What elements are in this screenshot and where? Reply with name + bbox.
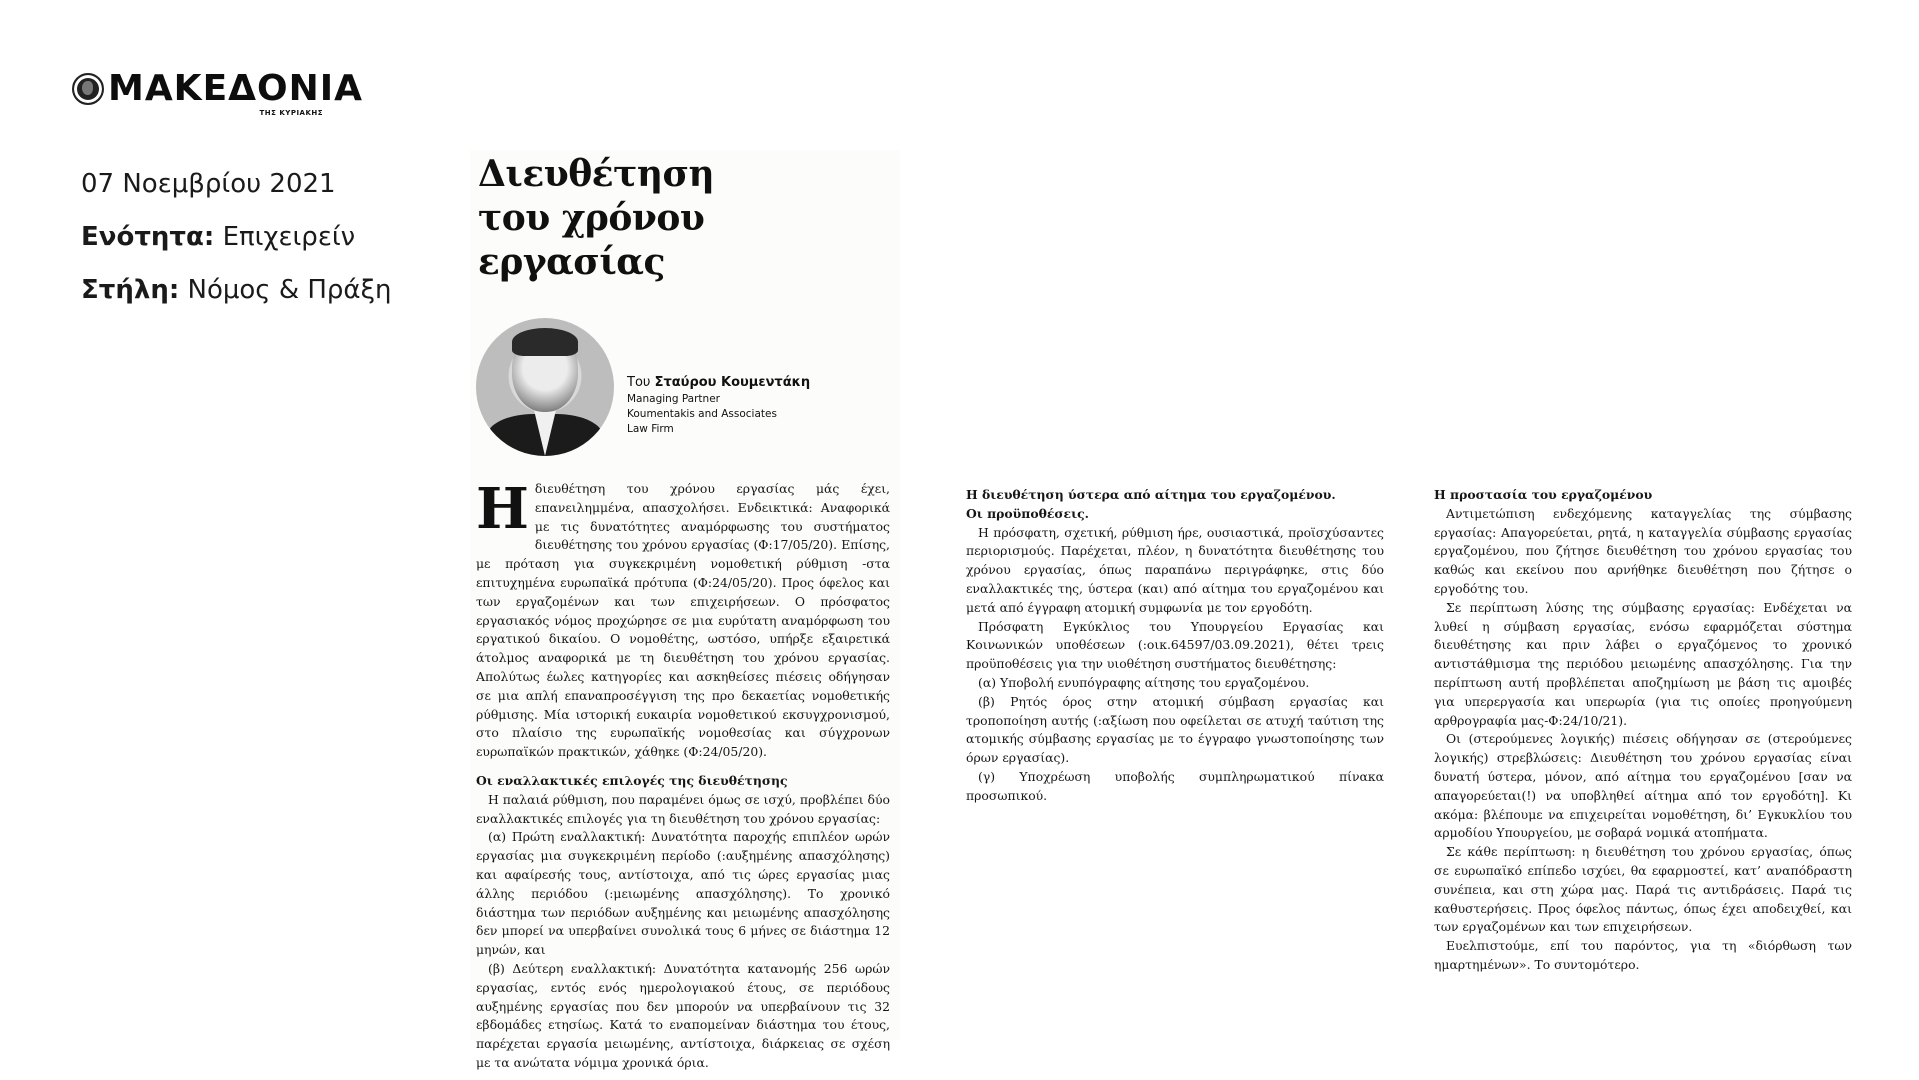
logo-subtitle: ΤΗΣ ΚΥΡΙΑΚΗΣ	[259, 109, 324, 117]
byline-prefix: Του	[627, 375, 651, 390]
article-column-1	[476, 480, 890, 1073]
column-value: Νόμος & Πράξη	[187, 275, 392, 305]
paragraph: Σε περίπτωση λύσης της σύμβασης εργασίας: Ενδέχεται να λυθεί η σύμβαση εργασίας, ενόσω εφαρμόζεται σύστημα διευθέτησης και πριν λάβει ο εργαζόμενος το χρονικό αντιστάθμισμα της περιόδου μειωμένης απασχόλησης. Για την περίπτωση αυτή προβλέπεται αποζημίωση με βάση τις αμοιβές για υπερεργασία και υπερωρία (για τις οποίες προηγούμενη αρθρογραφία μας-Φ:24/10/21).	[1434, 599, 1852, 728]
intro-block	[476, 480, 890, 762]
author-role: Managing Partner	[627, 393, 720, 405]
section-label: Ενότητα:	[81, 222, 215, 252]
section-heading: Η προστασία του εργαζομένου	[1434, 487, 1653, 502]
author-photo	[476, 318, 614, 456]
paragraph: (β) Δεύτερη εναλλακτική: Δυνατότητα κατανομής 256 ωρών εργασίας, εντός ενός ημερολογιακού έτους, σε περιόδους αυξημένης εργασίας που δεν μπορούν να υπερβαίνουν τις 32 εβδομάδες ετησίως. Κατά το εναπομείναν διάστημα του έτους, παρέχεται εργασία μειωμένης, αντίστοιχα, διάρκειας σε σχέση με τα ανώτατα νόμιμα χρονικά όρια.	[476, 960, 890, 1070]
paragraph: Οι (στερούμενες λογικής) πιέσεις οδήγησαν σε (στερούμενες λογικής) στρεβλώσεις: Διευθέτηση του χρόνου εργασίας είναι δυνατή ύστερα, μόνον, από αίτημα του εργαζομένου [σαν να απαγορεύεται(!) να υποβληθεί αίτημα από τον εργοδότη]. Κι ακόμα: βλέπουμε να επιχειρείται νομοθέτηση, δι’ Εγκυκλίου του αρμοδίου Υπουργείου, με σοβαρά νομικά ατοπήματα.	[1434, 731, 1852, 841]
paragraph: Η παλαιά ρύθμιση, που παραμένει όμως σε ισχύ, προβλέπει δύο εναλλακτικές επιλογές για τη διευθέτηση του χρόνου εργασίας:	[476, 791, 890, 826]
logo-wordmark: ΜΑΚΕΔΟΝΙΑ	[108, 68, 364, 109]
headline-line: εργασίας	[478, 241, 665, 283]
section-info	[81, 211, 392, 264]
paragraph: Αντιμετώπιση ενδεχόμενης καταγγελίας της σύμβασης εργασίας: Απαγορεύεται, ρητά, η καταγγελία σύμβασης εργασίας εργαζομένου, που ζήτησε διευθέτηση του χρόνου εργασίας του καθώς και εκείνου που αρνήθηκε διευθέτηση που ζήτησε ο εργοδότης του.	[1434, 505, 1852, 596]
paragraph: Η πρόσφατη, σχετική, ρύθμιση ήρε, ουσιαστικά, προϊσχύσαντες περιορισμούς. Παρέχεται, πλέον, η δυνατότητα διευθέτησης του χρόνου εργασίας, όπως παραπάνω περιγράφηκε, στις δύο εναλλακτικές της, ύστερα (και) από αίτημα του εργαζομένου και μετά από έγγραφη ατομική συμφωνία με τον εργοδότη.	[966, 524, 1384, 615]
section-value: Επιχειρείν	[222, 222, 356, 252]
author-firm: Koumentakis and Associates	[627, 408, 777, 420]
column-info	[81, 264, 392, 317]
paragraph: (β) Ρητός όρος στην ατομική σύμβαση εργασίας και τροποποίηση αυτής (:αξίωση που οφείλεται σε ατυχή ταύτιση της ατομικής σύμβασης εργασίας με το έγγραφο γνωστοποίησης των όρων εργασίας).	[966, 693, 1384, 766]
article-column-2	[966, 486, 1384, 806]
headline-line: του χρόνου	[478, 197, 705, 239]
paragraph: (α) Πρώτη εναλλακτική: Δυνατότητα παροχής επιπλέον ωρών εργασίας μια συγκεκριμένη περίοδο (:αυξημένης απασχόλησης) και αφαίρεσής τους, αντίστοιχα, από τις ώρες εργασίας μιας άλλης περιόδου (:μειωμένης απασχόλησης). Το χρονικό διάστημα των περιόδων αυξημένης και μειωμένης απασχόλησης δεν μπορεί να υπερβαίνει συνολικά τους 6 μήνες σε διάστημα 12 μηνών, και	[476, 829, 890, 958]
paragraph: (γ) Υποχρέωση υποβολής συμπληρωματικού πίνακα προσωπικού.	[966, 768, 1384, 803]
paragraph: Πρόσφατη Εγκύκλιος του Υπουργείου Εργασίας και Κοινωνικών υποθέσεων (:οικ.64597/03.09.2021), θέτει τρεις προϋποθέσεις για την υιοθέτηση συστήματος διευθέτησης:	[966, 618, 1384, 672]
logo-seal-icon	[72, 73, 104, 105]
section-heading: Οι εναλλακτικές επιλογές της διευθέτησης	[476, 772, 788, 788]
paragraph: Ευελπιστούμε, επί του παρόντος, για τη «διόρθωση των ημαρτημένων». Το συντομότερο.	[1434, 938, 1852, 972]
headline-line: Διευθέτηση	[478, 153, 715, 195]
paragraph: Σε κάθε περίπτωση: η διευθέτηση του χρόνου εργασίας, όπως σε ευρωπαϊκό επίπεδο ισχύει, θα εφαρμοστεί, κατ’ αναπόδραστη συνέπεια, και στη χώρα μας. Παρά τις αντιδράσεις. Παρά τις καθυστερήσεις. Προς όφελος πάντως, όπως έχει αποδειχθεί, και των εργαζομένων και των επιχειρήσεων.	[1434, 844, 1852, 935]
article-headline	[478, 152, 714, 284]
author-firm-type: Law Firm	[627, 423, 674, 435]
section-heading: Η διευθέτηση ύστερα από αίτημα του εργαζομένου.	[966, 487, 1336, 502]
byline-name-line	[627, 374, 810, 392]
article-column-3	[1434, 486, 1852, 975]
section-subheading: Οι προϋποθέσεις.	[966, 505, 1089, 521]
paragraph: (α) Υποβολή ενυπόγραφης αίτησης του εργαζομένου.	[978, 674, 1310, 690]
article-meta	[81, 158, 392, 317]
author-name: Σταύρου Κουμεντάκη	[654, 375, 811, 390]
publication-logo	[72, 70, 363, 118]
publication-date: 07 Νοεμβρίου 2021	[81, 169, 336, 199]
byline	[627, 374, 810, 437]
logo-row	[72, 70, 363, 108]
column-label: Στήλη:	[81, 275, 180, 305]
drop-cap: Η	[476, 480, 529, 542]
intro-paragraph: διευθέτηση του χρόνου εργασίας μάς έχει, επανειλημμένα, απασχολήσει. Ενδεικτικά: Αναφορικά με τις δυνατότητες αναμόρφωσης του συστήματος διευθέτησης του χρόνου εργασίας (Φ:17/05/20). Επίσης, με πρόταση για συγκεκριμένη νομοθετική ρύθμιση -στα επιτυχημένα ευρωπαϊκά πρότυπα (Φ:24/05/20). Προς όφελος και των εργαζομένων και των επιχειρήσεων. Ο πρόσφατος εργασιακός νόμος προχώρησε σε μια ευρύτατη αναμόρφωση του εργατικού δικαίου. Ο νομοθέτης, ωστόσο, υπήρξε εξαιρετικά άτολμος αναφορικά με τη διευθέτηση του χρόνου εργασίας. Απολύτως έωλες κατηγορίες και ασκηθείσες πιέσεις οδήγησαν σε μια απλή επαναπροσέγγιση της προ δεκαετίας νομοθετικής ρύθμισης. Μία ιστορική ευκαιρία νομοθετικού εκσυγχρονισμού, στο πλαίσιο της ευρωπαϊκής νομοθεσίας και σύγχρονων ευρωπαϊκών πρακτικών, χάθηκε (Φ:24/05/20).	[476, 481, 890, 760]
